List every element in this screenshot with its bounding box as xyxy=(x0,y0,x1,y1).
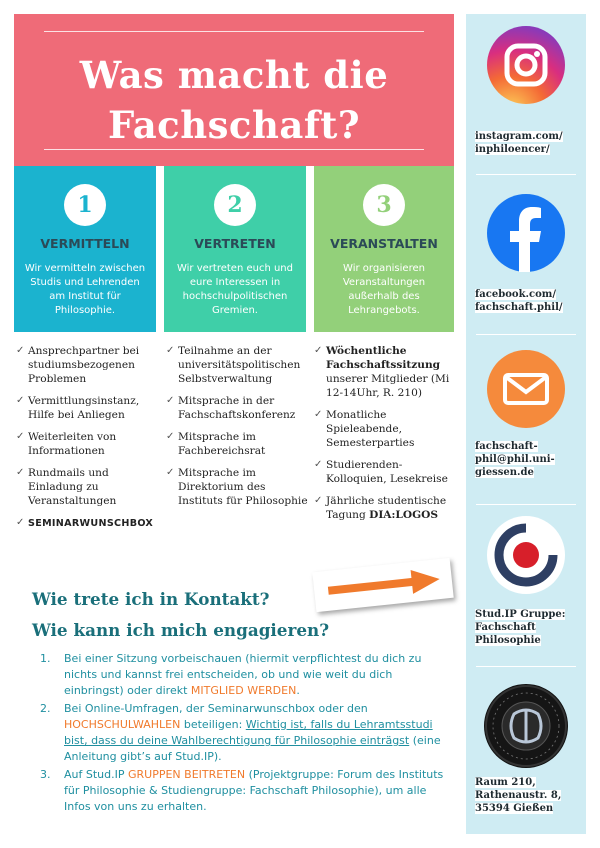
email-link[interactable]: fachschaft- phil@phil.uni- giessen.de xyxy=(475,441,555,478)
divider xyxy=(476,504,576,505)
engage-question: Wie kann ich mich engagieren? xyxy=(32,620,330,640)
title-line-2: Fachschaft? xyxy=(107,103,361,147)
studip-icon[interactable] xyxy=(487,516,565,594)
check-icon: ✓ xyxy=(166,395,175,406)
column-text-veranstalten: Wir organisieren Veranstaltungen außerhalb des Lehrangebots. xyxy=(342,263,426,316)
check-icon: ✓ xyxy=(16,345,25,356)
title-rule-top xyxy=(44,31,424,32)
list-item: ✓ Vermittlungsinstanz, Hilfe bei Anliegen xyxy=(16,395,140,421)
arrow-right-icon xyxy=(312,558,453,612)
check-icon: ✓ xyxy=(314,495,323,506)
title-rule-bottom xyxy=(44,149,424,150)
list-item: 2. Bei Online-Umfragen, der Seminarwunschbox oder den HOCHSCHULWAHLEN beteiligen: Wichtig ist, falls du Lehramtsstudi bist, dass du deine Wahlberechtigung für Philosophie einträgst (eine Anleitung gibt’s auf Stud.IP). xyxy=(40,702,441,763)
list-item: ✓ Studierenden-Kolloquien, Lesekreise xyxy=(314,459,448,485)
column-text-vermitteln: Wir vermitteln zwischen Studis und Lehrenden am Institut für Philosophie. xyxy=(24,263,146,316)
column-heading-vermitteln: VERMITTELN xyxy=(40,236,130,251)
column-heading-veranstalten: VERANSTALTEN xyxy=(330,236,438,251)
list-item: ✓ Monatliche Spieleabende, Semesterparties xyxy=(314,409,415,449)
check-icon: ✓ xyxy=(16,431,25,442)
column-veranstalten xyxy=(314,166,454,332)
engagement-steps xyxy=(40,651,446,817)
list-item: 1. Bei einer Sitzung vorbeischauen (hiermit verpflichtest du dich zu nichts und kannst frei entscheiden, ob und wie weit du dich einbringst) oder direkt MITGLIED WERDEN. xyxy=(40,652,422,697)
column-heading-vertreten: VERTRETEN xyxy=(194,236,276,251)
column-vermitteln xyxy=(14,166,156,332)
fachschaft-logo-icon xyxy=(484,684,568,768)
list-item: 3. Auf Stud.IP GRUPPEN BEITRETEN (Projektgruppe: Forum des Instituts für Philosophie & Studiengruppe: Fachschaft Philosophie), um alle Infos von uns zu erhalten. xyxy=(40,768,444,813)
check-icon: ✓ xyxy=(166,345,175,356)
column-text-vertreten: Wir vertreten euch und eure Interessen in hochschulpolitischen Gremien. xyxy=(176,263,293,316)
divider xyxy=(476,334,576,335)
page-title xyxy=(14,50,454,150)
check-icon: ✓ xyxy=(16,467,25,478)
contact-sidebar xyxy=(466,14,586,834)
list-vertreten xyxy=(166,344,312,516)
underlined-note: Wichtig ist, falls du Lehramtsstudi bist, dass du deine Wahlberechtigung für Philosophie einträgst xyxy=(64,718,433,747)
facebook-link[interactable]: facebook.com/ fachschaft.phil/ xyxy=(475,289,563,313)
title-banner xyxy=(14,14,454,166)
list-item: ✓ SEMINARWUNSCHBOX xyxy=(16,517,154,529)
facebook-icon[interactable] xyxy=(487,194,565,272)
check-icon: ✓ xyxy=(166,467,175,478)
highlight-hochschulwahlen: HOCHSCHULWAHLEN xyxy=(64,718,181,731)
highlight-mitglied: MITGLIED WERDEN xyxy=(190,684,297,697)
list-item: ✓ Weiterleiten von Informationen xyxy=(16,431,117,457)
instagram-icon[interactable] xyxy=(487,26,565,104)
list-item: ✓ Mitsprache im Direktorium des Instituts für Philosophie xyxy=(166,467,308,507)
check-icon: ✓ xyxy=(166,431,175,442)
check-icon: ✓ xyxy=(314,459,323,470)
check-icon: ✓ xyxy=(314,345,323,356)
column-number-1: 1 xyxy=(64,184,106,226)
list-item: ✓ Teilnahme an der universitätspolitischen Selbstverwaltung xyxy=(166,345,301,385)
list-veranstalten xyxy=(314,344,460,530)
mail-icon[interactable] xyxy=(487,350,565,428)
studip-link[interactable]: Stud.IP Gruppe: Fachschaft Philosophie xyxy=(475,609,566,646)
list-item: ✓ Ansprechpartner bei studiumsbezogenen Problemen xyxy=(16,345,140,385)
address: Raum 210, Rathenaustr. 8, 35394 Gießen xyxy=(475,777,562,814)
title-line-1: Was macht die xyxy=(79,53,389,97)
list-item: ✓ Mitsprache in der Fachschaftskonferenz xyxy=(166,395,296,421)
list-vermitteln xyxy=(16,344,162,539)
list-item: ✓ Jährliche studentische Tagung DIA:LOGOS xyxy=(314,495,447,521)
list-item: ✓ Wöchentliche Fachschaftssitzung unserer Mitglieder (Mi 12-14Uhr, R. 210) xyxy=(314,345,450,399)
instagram-link[interactable]: instagram.com/ inphiloencer/ xyxy=(475,131,563,155)
highlight-gruppen: GRUPPEN BEITRETEN xyxy=(128,768,246,781)
column-number-3: 3 xyxy=(363,184,405,226)
list-item: ✓ Mitsprache im Fachbereichsrat xyxy=(166,431,266,457)
divider xyxy=(476,666,576,667)
check-icon: ✓ xyxy=(16,395,25,406)
list-item: ✓ Rundmails und Einladung zu Veranstaltungen xyxy=(16,467,117,507)
column-vertreten xyxy=(164,166,306,332)
check-icon: ✓ xyxy=(16,517,25,528)
contact-question: Wie trete ich in Kontakt? xyxy=(32,589,270,609)
column-number-2: 2 xyxy=(214,184,256,226)
divider xyxy=(476,174,576,175)
check-icon: ✓ xyxy=(314,409,323,420)
